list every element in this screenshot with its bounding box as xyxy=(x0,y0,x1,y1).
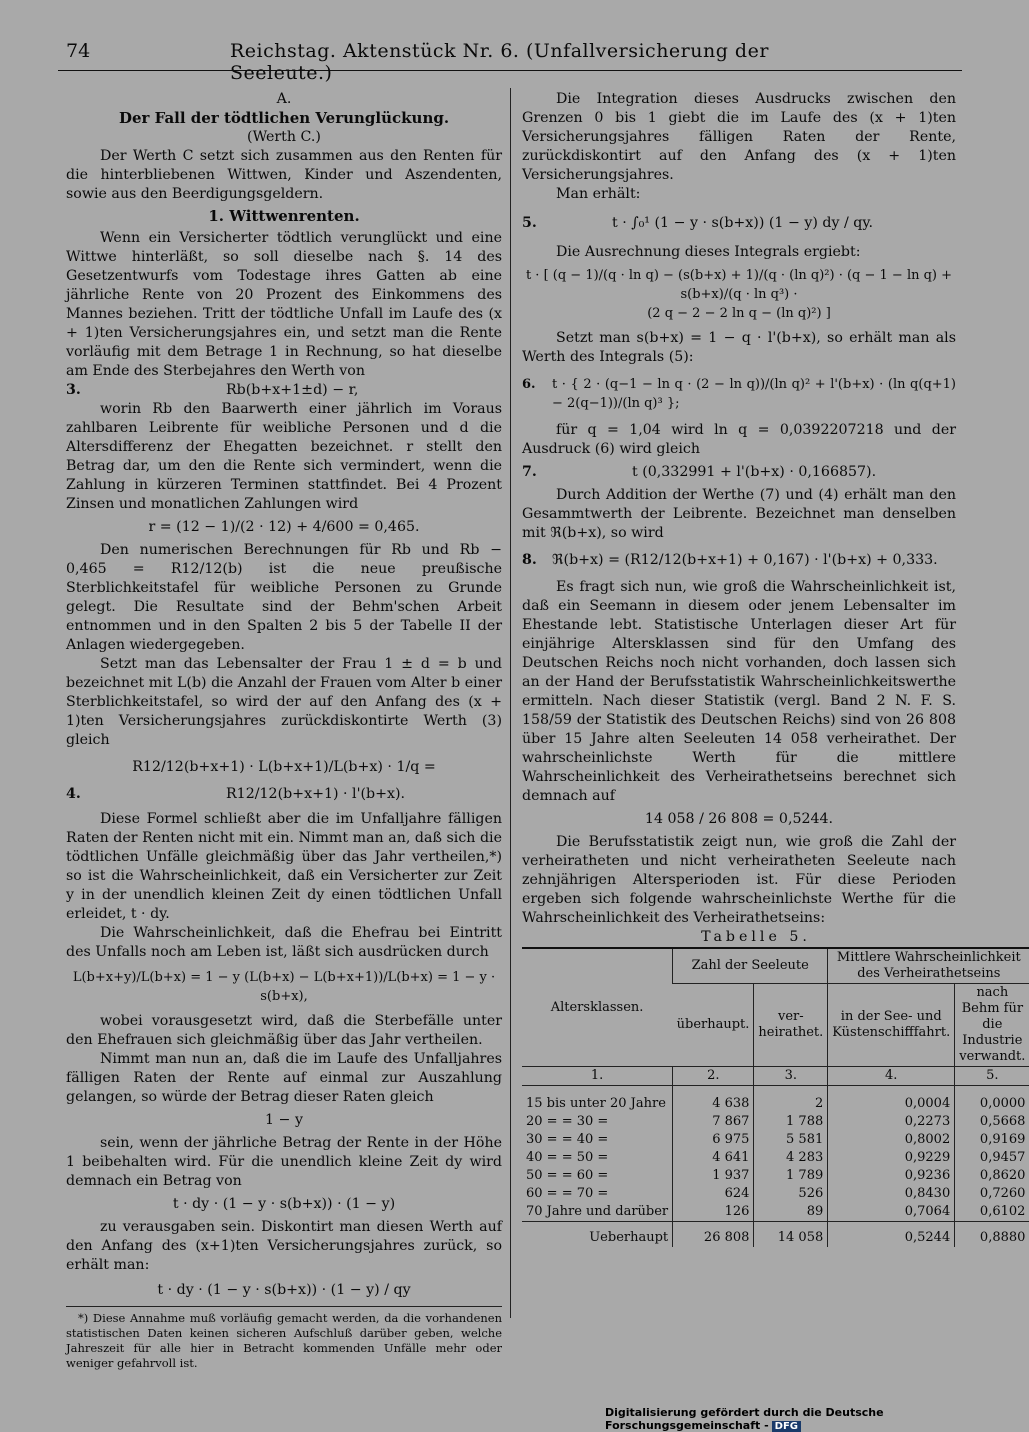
paragraph: Diese Formel schließt aber die im Unfalljahre fälligen Raten der Renten nicht mit ein. Nimmt man an, daß sich die tödtlichen Unfälle gleichmäßig über das Jahr vertheilen,*) so ist die Wahrscheinlichkeit, daß ein Versicherter zur Zeit y in der unendlich kleinen Zeit dy einen tödtlichen Unfall erleidet, t · dy. xyxy=(66,811,502,922)
equation-number: 4. xyxy=(66,786,81,802)
paragraph: für q = 1,04 wird ln q = 0,0392207218 und der Ausdruck (6) wird gleich xyxy=(522,422,956,457)
col-header-prob: Mittlere Wahrscheinlichkeit des Verheirathetseins xyxy=(828,948,1029,984)
cell-total: 26 808 xyxy=(673,1222,754,1248)
paragraph: Die Integration dieses Ausdrucks zwischen den Grenzen 0 bis 1 giebt die im Laufe des (x + 1)ten Versicherungsjahres fälligen Raten der Rente, zurückdiskontirt auf den Anfang des (x + 1)ten Versicherungsjahres. xyxy=(522,91,956,183)
cell-age: 60 = = 70 = xyxy=(526,1186,609,1201)
equation-6 xyxy=(522,375,956,413)
cell-sea: 0,9236 xyxy=(828,1167,955,1185)
paragraph: Der Werth C setzt sich zusammen aus den Renten für die hinterbliebenen Wittwen, Kinder und Aszendenten, sowie aus den Beerdigungsgeldern. xyxy=(66,148,502,202)
column-divider xyxy=(510,88,511,1318)
equation: t · [ (q − 1)/(q · ln q) − (s(b+x) + 1)/(q · (ln q)²) · (q − 1 − ln q) + s(b+x)/(q · ln q³) · xyxy=(525,268,953,302)
table-title: Tabelle 5. xyxy=(701,929,811,945)
right-column xyxy=(522,90,1026,1247)
equation-number: 7. xyxy=(522,464,537,480)
cell-total: 4 641 xyxy=(673,1149,754,1167)
cell-behm: 0,6102 xyxy=(955,1203,1029,1222)
cell-married: 89 xyxy=(754,1203,828,1222)
cell-sea: 0,8002 xyxy=(828,1131,955,1149)
paragraph: Den numerischen Berechnungen für Rb und Rb − 0,465 = R12/12(b) ist die neue preußische Sterblichkeitstafel für weibliche Personen zu Grunde gelegt. Die Resultate sind der Behm'schen Arbeit entnommen und in den Spalten 2 bis 5 der Tabelle II der Anlagen wiedergegeben. xyxy=(66,542,502,653)
equation: L(b+x+y)/L(b+x) = 1 − y (L(b+x) − L(b+x+1))/L(b+x) = 1 − y · s(b+x), xyxy=(72,970,496,1004)
paragraph: zu verausgaben sein. Diskontirt man diesen Werth auf den Anfang des (x+1)ten Versicherungsjahres zurück, so erhält man: xyxy=(66,1219,502,1273)
cell-total: 624 xyxy=(673,1185,754,1203)
equation-number: 8. xyxy=(522,552,537,568)
cell-sea: 0,7064 xyxy=(828,1203,955,1222)
equation-number: 3. xyxy=(66,382,81,398)
cell-married: 526 xyxy=(754,1185,828,1203)
digitization-footer xyxy=(605,1406,1000,1432)
table-row xyxy=(522,1086,1029,1114)
cell-married: 1 789 xyxy=(754,1167,828,1185)
col-header-age: Altersklassen. xyxy=(522,948,673,1067)
col-header-behm: nach Behm für die Industrie verwandt. xyxy=(955,984,1029,1067)
footnote-text: *) Diese Annahme muß vorläufig gemacht werden, da die vorhandenen statistischen Daten keinen sicheren Aufschluß darüber geben, welche Jahreszeit für alle hier in Betracht kommenden Unfälle mehr oder weniger gefahrvoll ist. xyxy=(66,1311,502,1370)
equation: t · dy · (1 − y · s(b+x)) · (1 − y) / qy xyxy=(157,1282,411,1298)
header-rule xyxy=(58,70,962,71)
cell-age: 50 = = 60 = xyxy=(526,1168,609,1183)
cell-age: 30 = = 40 = xyxy=(526,1132,609,1147)
equation-3 xyxy=(66,381,502,400)
page-number: 74 xyxy=(66,40,91,62)
left-column xyxy=(66,90,502,1371)
equation-body: Rb(b+x+1±d) − r, xyxy=(226,382,359,398)
paragraph: Durch Addition der Werthe (7) und (4) erhält man den Gesammtwerth der Leibrente. Bezeichnet man denselben mit ℜ(b+x), so wird xyxy=(522,487,956,541)
table-row xyxy=(522,1203,1029,1222)
col-number: 1. xyxy=(522,1067,673,1086)
equation-8 xyxy=(522,551,956,570)
equation-body: R12/12(b+x+1) · l'(b+x). xyxy=(226,786,406,802)
table-row xyxy=(522,1113,1029,1131)
cell-sea: 0,2273 xyxy=(828,1113,955,1131)
paragraph: Die Berufsstatistik zeigt nun, wie groß die Zahl der verheiratheten und nicht verheiratheten Seeleute nach zehnjährigen Altersperioden ist. Für diese Perioden ergeben sich folgende wahrscheinlichste Werthe für die Wahrscheinlichkeit des Verheirathetseins: xyxy=(522,834,956,926)
col-number: 5. xyxy=(955,1067,1029,1086)
cell-sea: 0,0004 xyxy=(828,1086,955,1114)
cell-total: 1 937 xyxy=(673,1167,754,1185)
equation: (2 q − 2 − 2 ln q − (ln q)²) ] xyxy=(647,306,831,321)
sub-heading: 1. Wittwenrenten. xyxy=(208,207,360,225)
equation: R12/12(b+x+1) · L(b+x+1)/L(b+x) · 1/q = xyxy=(132,759,436,775)
cell-age: 40 = = 50 = xyxy=(526,1150,609,1165)
cell-married: 4 283 xyxy=(754,1149,828,1167)
cell-behm: 0,8880 xyxy=(955,1222,1029,1248)
paragraph: Die Ausrechnung dieses Integrals ergiebt: xyxy=(556,244,861,260)
section-title: Der Fall der tödtlichen Verunglückung. xyxy=(118,109,450,127)
col-number: 2. xyxy=(673,1067,754,1086)
equation-body: t (0,332991 + l'(b+x) · 0,166857). xyxy=(632,464,877,480)
table-total-row xyxy=(522,1222,1029,1248)
equation-5 xyxy=(522,214,956,233)
section-letter: A. xyxy=(276,91,292,107)
cell-married: 2 xyxy=(754,1086,828,1114)
section-subtitle: (Werth C.) xyxy=(247,129,321,145)
cell-total: 126 xyxy=(673,1203,754,1222)
table-row xyxy=(522,1167,1029,1185)
equation-number: 6. xyxy=(522,377,536,392)
footnote xyxy=(66,1306,502,1371)
paragraph: Wenn ein Versicherter tödtlich verunglückt und eine Wittwe hinterläßt, so soll dieselbe nach §. 14 des Gesetzentwurfs vom Todestage ihres Gatten ab eine jährliche Rente von 20 Prozent des Einkommens des Mannes beziehen. Tritt der tödtliche Unfall im Laufe des (x + 1)ten Versicherungsjahres ein, und setzt man die Rente vorläufig mit dem Betrage 1 in Rechnung, so hat dieselbe am Ende des Sterbejahres den Werth von xyxy=(66,230,502,379)
col-number: 3. xyxy=(754,1067,828,1086)
equation: t · dy · (1 − y · s(b+x)) · (1 − y) xyxy=(172,1196,396,1212)
paragraph: Die Wahrscheinlichkeit, daß die Ehefrau bei Eintritt des Unfalls noch am Leben ist, läßt sich ausdrücken durch xyxy=(66,925,502,960)
equation-4 xyxy=(66,785,502,804)
equation-body: t · ∫₀¹ (1 − y · s(b+x)) (1 − y) dy / qy. xyxy=(612,215,874,231)
equation: r = (12 − 1)/(2 · 12) + 4/600 = 0,465. xyxy=(148,519,420,535)
cell-total: 7 867 xyxy=(673,1113,754,1131)
page-header xyxy=(58,36,778,84)
col-header-married: ver-heirathet. xyxy=(754,984,828,1067)
cell-age: 15 bis unter 20 Jahre xyxy=(526,1096,666,1111)
paragraph: Es fragt sich nun, wie groß die Wahrscheinlichkeit ist, daß ein Seemann in diesem oder jenem Lebensalter im Ehestande lebt. Statistische Unterlagen dieser Art für einjährige Altersklassen sind für den Umfang des Deutschen Reichs noch nicht vorhanden, doch lassen sich an der Hand der Berufsstatistik Wahrscheinlichkeitswerthe ermitteln. Nach dieser Statistik (vergl. Band 2 N. F. S. 158/59 der Statistik des Deutschen Reichs) sind von 26 808 über 15 Jahre alten Seeleuten 14 058 verheirathet. Der wahrscheinlichste Werth für die mittlere Wahrscheinlichkeit des Verheirathetseins berechnet sich demnach auf xyxy=(522,579,956,804)
table-row xyxy=(522,1149,1029,1167)
cell-behm: 0,9169 xyxy=(955,1131,1029,1149)
cell-behm: 0,7260 xyxy=(955,1185,1029,1203)
col-number: 4. xyxy=(828,1067,955,1086)
cell-age: Ueberhaupt xyxy=(522,1222,673,1248)
paragraph: Nimmt man nun an, daß die im Laufe des Unfalljahres fälligen Raten der Rente auf einmal zur Auszahlung gelangen, so würde der Betrag dieser Raten gleich xyxy=(66,1051,502,1105)
paragraph: sein, wenn der jährliche Betrag der Rente in der Höhe 1 beibehalten wird. Für die unendlich kleine Zeit dy wird demnach ein Betrag von xyxy=(66,1135,502,1189)
equation: 14 058 / 26 808 = 0,5244. xyxy=(644,811,834,827)
cell-total: 6 975 xyxy=(673,1131,754,1149)
cell-married: 5 581 xyxy=(754,1131,828,1149)
paragraph: Setzt man das Lebensalter der Frau 1 ± d = b und bezeichnet mit L(b) die Anzahl der Frauen vom Alter b einer Sterblichkeitstafel, so wird der auf den Anfang des (x + 1)ten Versicherungsjahres zurückdiskontirte Werth (3) gleich xyxy=(66,656,502,748)
equation: 1 − y xyxy=(265,1112,303,1128)
cell-married: 1 788 xyxy=(754,1113,828,1131)
cell-age: 70 Jahre und darüber xyxy=(526,1204,669,1219)
table-row xyxy=(522,1131,1029,1149)
col-header-count: Zahl der Seeleute xyxy=(673,948,828,984)
paragraph: Setzt man s(b+x) = 1 − q · l'(b+x), so erhält man als Werth des Integrals (5): xyxy=(522,330,956,365)
cell-total: 4 638 xyxy=(673,1086,754,1114)
cell-behm: 0,8620 xyxy=(955,1167,1029,1185)
equation-body: t · { 2 · (q−1 − ln q · (2 − ln q))/(ln q)² + l'(b+x) · (ln q(q+1) − 2(q−1))/(ln q)³ }; xyxy=(552,377,956,411)
running-title: Reichstag. Aktenstück Nr. 6. (Unfallversicherung der Seeleute.) xyxy=(230,40,769,84)
cell-behm: 0,5668 xyxy=(955,1113,1029,1131)
cell-behm: 0,9457 xyxy=(955,1149,1029,1167)
paragraph: worin Rb den Baarwerth einer jährlich im Voraus zahlbaren Leibrente für weibliche Personen und d die Altersdifferenz der Ehegatten bezeichnet. r stellt den Betrag dar, um den die Rente sich vermindert, wenn die Zahlung in kürzeren Terminen stattfindet. Bei 4 Prozent Zinsen und monatlichen Zahlungen wird xyxy=(66,401,502,512)
equation-7 xyxy=(522,463,956,482)
table-5 xyxy=(522,947,1029,1247)
cell-sea: 0,9229 xyxy=(828,1149,955,1167)
cell-married: 14 058 xyxy=(754,1222,828,1248)
cell-sea: 0,8430 xyxy=(828,1185,955,1203)
col-header-total: überhaupt. xyxy=(673,984,754,1067)
cell-sea: 0,5244 xyxy=(828,1222,955,1248)
footer-text: Digitalisierung gefördert durch die Deutsche Forschungsgemeinschaft - xyxy=(605,1406,884,1432)
paragraph: Man erhält: xyxy=(556,186,641,202)
table-row xyxy=(522,1185,1029,1203)
cell-behm: 0,0000 xyxy=(955,1086,1029,1114)
equation-body: ℜ(b+x) = (R12/12(b+x+1) + 0,167) · l'(b+x) + 0,333. xyxy=(552,552,938,568)
cell-age: 20 = = 30 = xyxy=(526,1114,609,1129)
equation-number: 5. xyxy=(522,215,537,231)
col-header-sea: in der See- und Küstenschifffahrt. xyxy=(828,984,955,1067)
paragraph: wobei vorausgesetzt wird, daß die Sterbefälle unter den Ehefrauen sich gleichmäßig über das Jahr vertheilen. xyxy=(66,1013,502,1048)
dfg-logo: DFG xyxy=(772,1421,801,1432)
